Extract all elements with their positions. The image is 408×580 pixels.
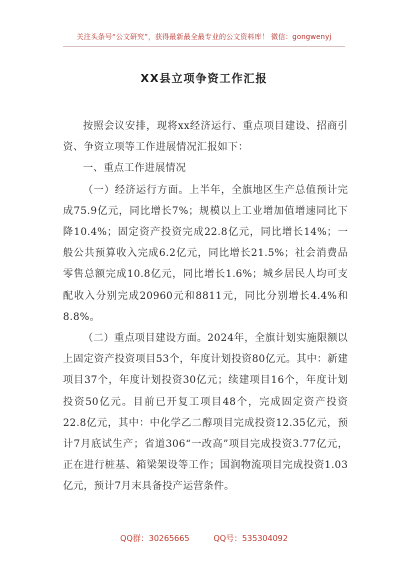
economic-paragraph: （一）经济运行方面。上半年，全旗地区生产总值预计完成75.9亿元，同比增长7%；规模以上工业增加值增速同比下降10.4%；固定资产投资完成22.8亿元，同比增长14%；一般公共预算收入完成6.2亿元，同比增长21.5%；社会消费品零售总额完成10.8亿元，同比增长1.6%；城乡居民人均可支配收入分别完成20960元和8811元，同比分别增长4.4%和8.8%。 xyxy=(63,184,348,323)
header-note: 关注头条号“公文研究”，获得最新最全最专业的公文资料库！ 微信：gongwenyj xyxy=(76,33,332,41)
footer-contact xyxy=(0,533,408,544)
header-divider xyxy=(63,46,345,47)
footer-qq-number: QQ号：535304092 xyxy=(213,534,288,543)
intro-paragraph: 按照会议安排，现将xx经济运行、重点项目建设、招商引资、争资立项等工作进展情况汇报如下： xyxy=(63,121,348,154)
section-heading: 一、重点工作进展情况 xyxy=(83,163,186,175)
document-title: XX县立项争资工作汇报 xyxy=(140,72,268,85)
project-paragraph: （二）重点项目建设方面。2024年，全旗计划实施限额以上固定资产投资项目53个，年度计划投资80亿元。其中：新建项目37个，年度计划投资30亿元；续建项目16个，年度计划投资50亿元。目前已开复工项目48个，完成固定资产投资22.8亿元，其中：中化学乙二醇项目完成投资12.35亿元，预计7月底试生产；省道306“一改高”项目完成投资3.77亿元，正在进行桩基、箱梁架设等工作；国润物流项目完成投资1.03亿元，预计7月末具备投产运营条件。 xyxy=(63,333,348,493)
document-body xyxy=(63,116,348,498)
footer-qq-group: QQ群：30265665 xyxy=(120,534,190,543)
